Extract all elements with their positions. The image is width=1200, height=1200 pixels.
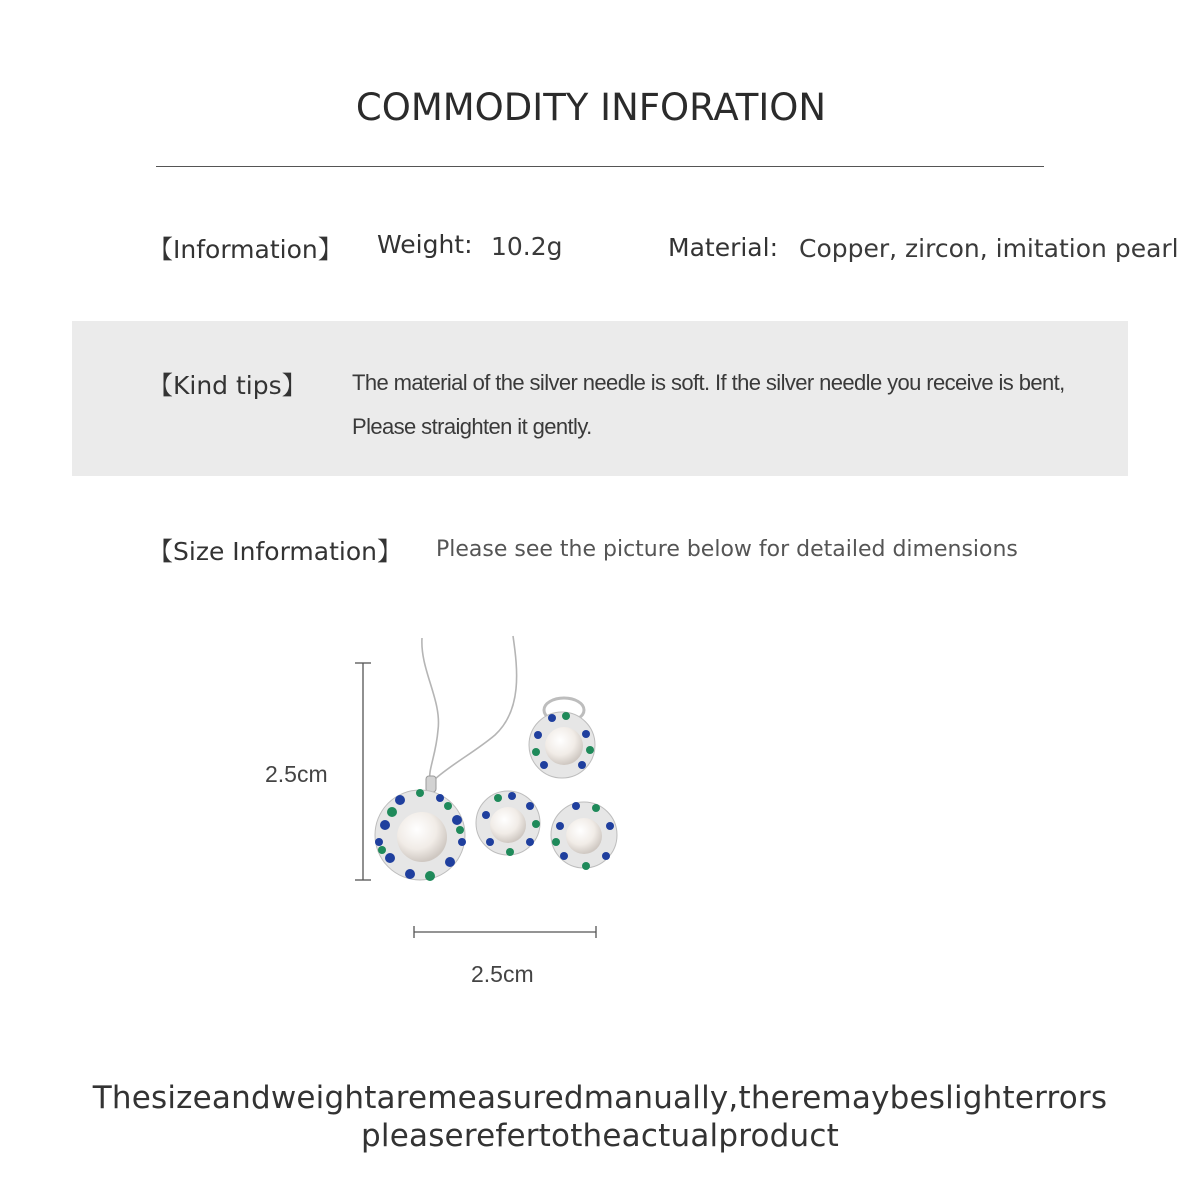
height-dimension-label: 2.5cm <box>265 761 328 787</box>
kind-tips-line2: Please straighten it gently. <box>352 414 592 439</box>
ring-pearl <box>545 727 583 765</box>
earring-left <box>476 791 540 856</box>
ring <box>529 698 595 778</box>
width-dimension-line <box>414 926 596 938</box>
material-value: Copper, zircon, imitation pearl <box>799 234 1179 263</box>
title-divider <box>156 166 1044 167</box>
page-title: COMMODITY INFORATION <box>355 86 827 129</box>
information-label: 【Information】 <box>148 235 343 264</box>
earring-right <box>551 802 617 870</box>
necklace-chain <box>422 636 517 780</box>
weight-label: Weight: <box>377 230 473 259</box>
material-label: Material: <box>668 233 778 262</box>
kind-tips-line1: The material of the silver needle is soft. If the silver needle you receive is bent, <box>352 370 1065 395</box>
pendant-pearl <box>397 812 447 862</box>
height-dimension-line <box>355 663 371 880</box>
pendant <box>375 789 466 881</box>
pendant-bail <box>426 776 436 792</box>
width-dimension-label: 2.5cm <box>471 961 534 987</box>
size-information-note: Please see the picture below for detailed dimensions <box>436 537 1018 562</box>
footer-disclaimer-line2: pleaserefertotheactualproduct <box>361 1118 839 1154</box>
product-illustration <box>250 630 670 970</box>
kind-tips-label: 【Kind tips】 <box>148 371 307 400</box>
size-information-label: 【Size Information】 <box>148 537 402 566</box>
earring-left-pearl <box>490 807 526 843</box>
weight-value: 10.2g <box>491 232 563 261</box>
earring-right-pearl <box>566 818 602 854</box>
footer-disclaimer-line1: Thesizeandweightaremeasuredmanually,theremaybeslighterrors <box>92 1080 1108 1116</box>
